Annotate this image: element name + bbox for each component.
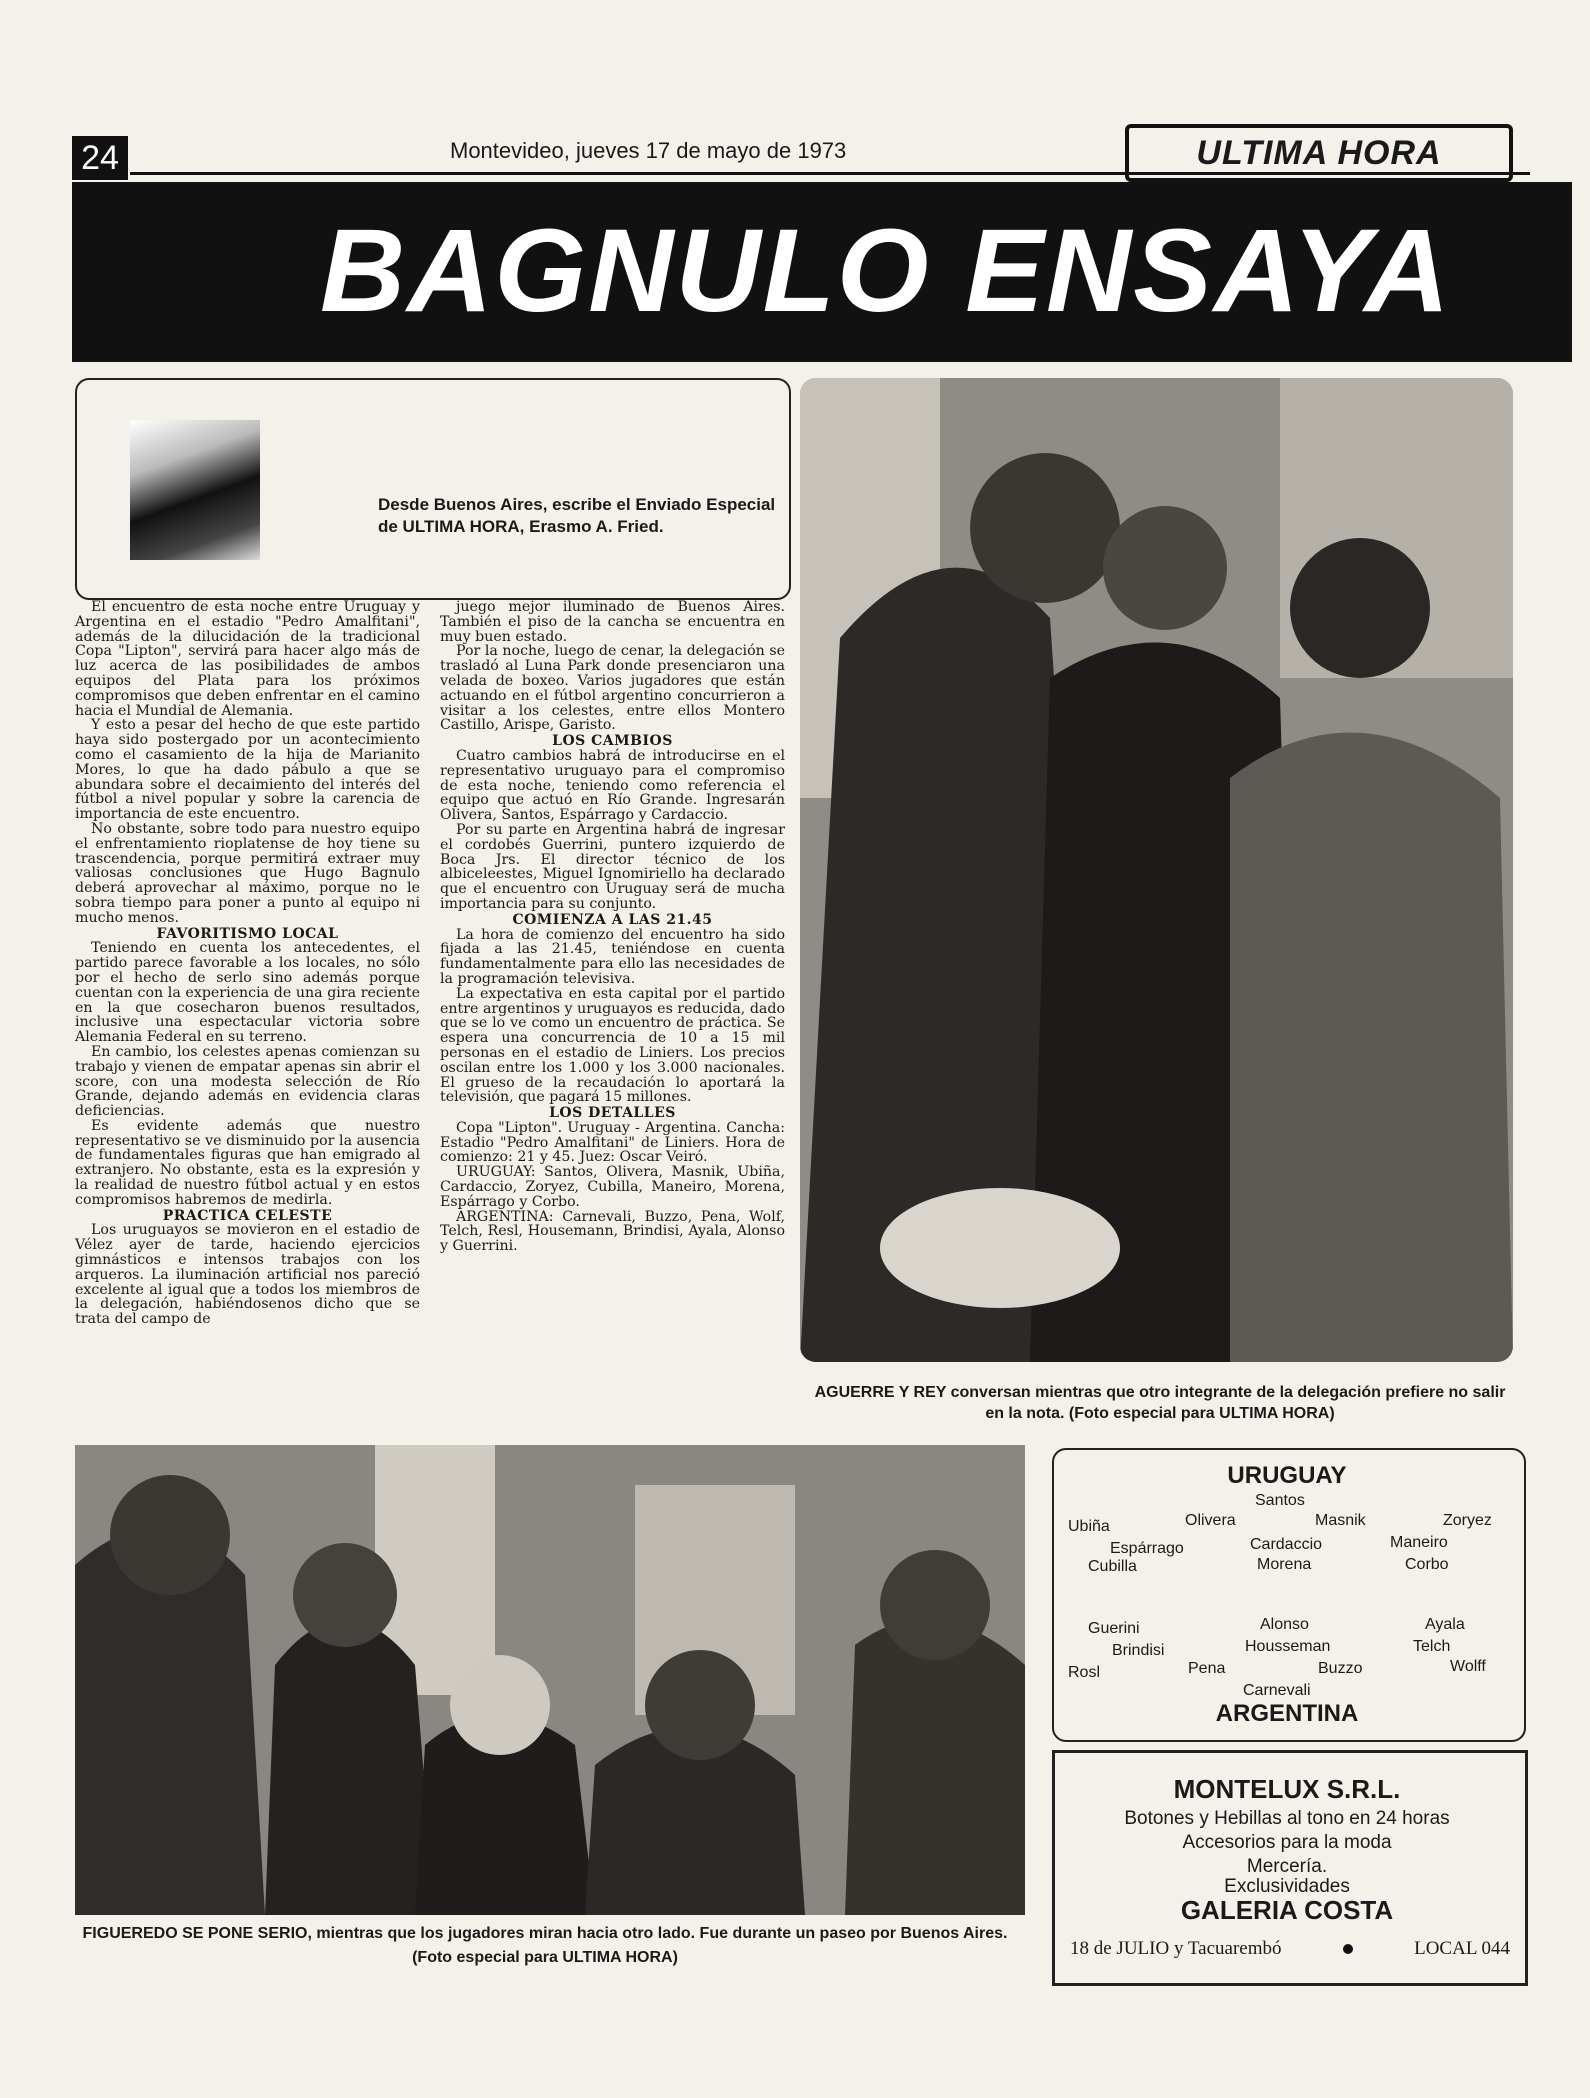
article-paragraph: Y esto a pesar del hecho de que este partido haya sido postergado por un acontecimiento como el casamiento de la hija de Marianito Mores, lo que ha dado pábulo a que se abundara sobre el decaimiento del interés del fútbol a nivel popular y sobre la carencia de importancia de este encuentro. (75, 717, 420, 823)
team-argentina: ARGENTINA (1215, 1700, 1359, 1727)
ad-address-local: LOCAL 044 (1414, 1938, 1510, 1959)
ad-title: MONTELUX S.R.L. (1173, 1774, 1401, 1804)
article-paragraph: En cambio, los celestes apenas comienzan su trabajo y vienen de empatar apenas sin abrir el score, con una modesta selección de Río Grande, dejando además en evidencia claras deficiencias. (75, 1043, 420, 1120)
article-paragraph: Cuatro cambios habrá de introducirse en el representativo uruguayo para el compromiso de esta noche, teniendo como referencia el equipo que actuó en Río Grande. Ingresarán Olivera, Santos, Espárrago y Cardaccio. (440, 747, 785, 824)
photo2-illustration (75, 1445, 1025, 1915)
header-rule (130, 172, 1530, 175)
player: Maneiro (1390, 1534, 1448, 1551)
player: Telch (1413, 1638, 1451, 1655)
player: Espárrago (1110, 1540, 1184, 1557)
ad-gallery: GALERIA COSTA (1180, 1895, 1394, 1925)
photo1-caption: AGUERRE Y REY conversan mientras que otro integrante de la delegación prefiere no salir en la nota. (Foto especial para ULTIMA HORA) (814, 1384, 1506, 1422)
ad-line: Exclusividades (1224, 1876, 1350, 1897)
article-column-2 (440, 600, 785, 1254)
article-paragraph: juego mejor iluminado de Buenos Aires. También el piso de la cancha se encuentra en muy buen estado. (440, 599, 785, 645)
player: Wolff (1450, 1658, 1486, 1675)
article-paragraph: Teniendo en cuenta los antecedentes, el partido parece favorable a los locales, no sólo por el hecho de serlo sino además porque cuentan con la experiencia de una gira reciente en la que cosecharon buenos resultados, inclusive una espectacular victoria sobre Alemania Federal en su terreno. (75, 940, 420, 1046)
player: Santos (1255, 1492, 1305, 1509)
section-heading: LOS DETALLES (549, 1105, 676, 1122)
player: Buzzo (1318, 1660, 1363, 1677)
article-paragraph: La expectativa en esta capital por el partido entre argentinos y uruguayos es reducida, dado que se lo ve como un encuentro de práctica. Se espera una concurrencia de 10 a 15 mil personas en el estadio de Liniers. Los precios oscilan entre los 1.000 y los 3.000 nacionales. El grueso de la recaudación lo aportará la televisión, que pagará 15 millones. (440, 985, 785, 1106)
ad-line: Accesorios para la moda (1182, 1832, 1392, 1853)
photo2-caption: FIGUEREDO SE PONE SERIO, mientras que los jugadores miran hacia otro lado. Fue durante un paseo por Buenos Aires. (Foto especial para ULTIMA HORA) (82, 1925, 1008, 1966)
section-heading: LOS CAMBIOS (552, 733, 673, 750)
article-paragraph: El encuentro de esta noche entre Uruguay y Argentina en el estadio "Pedro Amalfitani", además de la dilucidación de la tradicional Copa "Lipton", servirá para hacer algo más de luz acerca de las posibilidades de ambos equipos del Plata para los próximos compromisos que deben enfrentar en el camino hacia el Mundial de Alemania. (75, 599, 420, 719)
player: Olivera (1185, 1512, 1236, 1529)
newspaper-logo: ULTIMA HORA (1125, 124, 1513, 182)
player: Housseman (1245, 1638, 1331, 1655)
player: Brindisi (1112, 1642, 1165, 1659)
article-paragraph: Copa "Lipton". Uruguay - Argentina. Cancha: Estadio "Pedro Amalfitani" de Liniers. Hora de comienzo: 21 y 45. Juez: Oscar Veiró. (440, 1119, 785, 1166)
dateline: Montevideo, jueves 17 de mayo de 1973 (450, 138, 847, 163)
photo-aguerre-rey (800, 378, 1513, 1362)
player: Cubilla (1088, 1558, 1137, 1575)
player: Alonso (1260, 1616, 1309, 1633)
section-heading: FAVORITISMO LOCAL (156, 925, 339, 942)
page-number: 24 (72, 136, 128, 180)
article-paragraph: Es evidente además que nuestro representativo se ve disminuido por la ausencia de fundamentales figuras que han emigrado al extranjero. No obstante, esta es la expresión y la realidad de nuestro fútbol actual y en estos compromisos habremos de medirla. (75, 1117, 420, 1208)
player: Cardaccio (1250, 1536, 1323, 1553)
ad-line: Botones y Hebillas al tono en 24 horas (1124, 1808, 1450, 1829)
player: Corbo (1405, 1556, 1449, 1573)
ad-line: Mercería. (1246, 1856, 1328, 1877)
article-paragraph: La hora de comienzo del encuentro ha sido fijada a las 21.45, teniéndose en cuenta fundamentalmente para ello las necesidades de la programación televisiva. (440, 926, 785, 987)
headline: BAGNULO ENSAYA (320, 205, 1452, 337)
player: Masnik (1315, 1512, 1366, 1529)
byline: Desde Buenos Aires, escribe el Enviado Especial de ULTIMA HORA, Erasmo A. Fried. (378, 495, 776, 536)
article-paragraph: ARGENTINA: Carnevali, Buzzo, Pena, Wolf, Telch, Resl, Housemann, Brindisi, Ayala, Alonso y Guerrini. (440, 1208, 785, 1255)
article-paragraph: Por la noche, luego de cenar, la delegación se trasladó al Luna Park donde presenciaron una velada de boxeo. Varios jugadores que están actuando en el fútbol argentino concurrieron a visitar a los celestes, entre ellos Montero Castillo, Arispe, Garisto. (440, 643, 785, 734)
team-uruguay: URUGUAY (1227, 1462, 1347, 1489)
author-portrait (130, 420, 260, 560)
section-heading: PRACTICA CELESTE (162, 1207, 333, 1224)
player: Zoryez (1443, 1512, 1492, 1529)
article-paragraph: Por su parte en Argentina habrá de ingresar el cordobés Guerrini, puntero izquierdo de Boca Jrs. El director técnico de los albiceleestes, Miguel Ignomiriello ha declarado que el encuentro con Uruguay será de mucha importancia para su conjunto. (440, 821, 785, 912)
player: Ayala (1425, 1616, 1465, 1633)
ad-address-street: 18 de JULIO y Tacuarembó (1070, 1938, 1282, 1959)
photo-figueredo (75, 1445, 1025, 1915)
article-paragraph: URUGUAY: Santos, Olivera, Masnik, Ubiña, Cardaccio, Zoryez, Cubilla, Maneiro, Morena, Espárrago y Corbo. (440, 1164, 785, 1210)
player: Guerini (1088, 1620, 1140, 1637)
article-column-1 (75, 600, 420, 1327)
section-heading: COMIENZA A LAS 21.45 (512, 911, 713, 928)
photo1-illustration (800, 378, 1513, 1362)
article-paragraph: Los uruguayos se movieron en el estadio de Vélez ayer de tarde, haciendo ejercicios gimnásticos e intensos trabajos con los arqueros. La iluminación artificial nos pareció excelente al igual que a todos los miembros de la delegación, habiéndosenos dicho que se trata del campo de (75, 1222, 420, 1328)
player: Carnevali (1243, 1682, 1311, 1699)
bullet-icon (1343, 1944, 1353, 1954)
player: Rosl (1068, 1664, 1101, 1681)
player: Morena (1257, 1556, 1312, 1573)
article-paragraph: No obstante, sobre todo para nuestro equipo el enfrentamiento rioplatense de hoy tiene su trascendencia, porque permitirá extraer muy valiosas conclusiones que Hugo Bagnulo deberá aprovechar al máximo, porque no le sobra tiempo para poner a punto al equipo ni mucho menos. (75, 820, 420, 926)
player: Ubiña (1068, 1518, 1110, 1535)
ad-address (1070, 1938, 1510, 1960)
player: Pena (1188, 1660, 1226, 1677)
